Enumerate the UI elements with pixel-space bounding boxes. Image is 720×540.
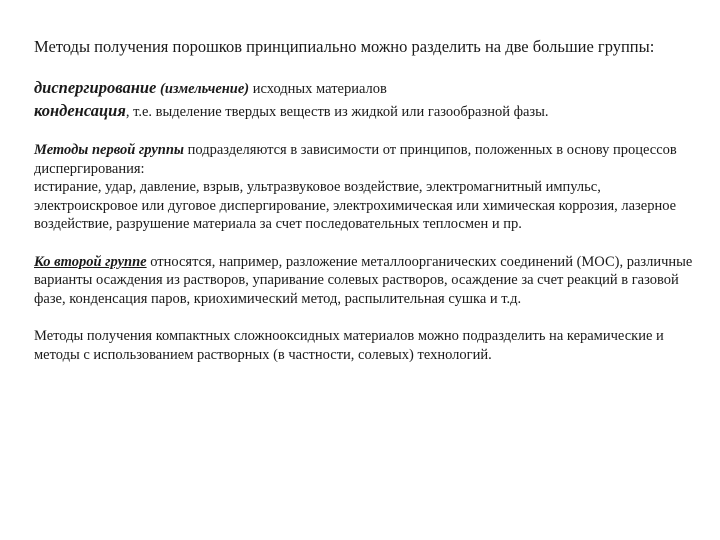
compact-materials-text: Методы получения компактных сложнооксидных материалов можно подразделить на керамические и методы с использованием растворных (в частности, солевых) технологий. — [34, 328, 664, 363]
dispersion-term: диспергирование — [34, 78, 157, 97]
second-group-text: относятся, например, разложение металлоорганических соединений (МОС), различные варианты осаждения из растворов, упаривание солевых растворов, осаждение за счет реакций в газовой фазе, конденсация паров, криохимический метод, распылительная сушка и т.д. — [34, 253, 693, 307]
first-group-intro-text: подразделяются в зависимости от принципов, положенных в основу процессов диспергирования: — [34, 142, 677, 177]
dispersion-text: исходных материалов — [249, 81, 387, 97]
first-group-term: Методы первой группы — [34, 142, 184, 158]
first-group-methods-text: истирание, удар, давление, взрыв, ультразвуковое воздействие, электромагнитный импульс, электроискровое или дуговое диспергирование, электрохимическая или химическая коррозия, лазерное воздействие, разрушение материала за счет последовательных теплосмен и пр. — [34, 179, 677, 232]
definition-dispersion — [34, 77, 694, 100]
first-group-paragraph — [34, 141, 694, 234]
definition-condensation — [34, 100, 694, 123]
compact-materials-paragraph — [34, 327, 694, 364]
condensation-text: , т.е. выделение твердых веществ из жидкой или газообразной фазы. — [125, 104, 549, 120]
definitions-block — [34, 77, 694, 123]
slide-content — [34, 36, 694, 383]
second-group-term: Ко второй группе — [34, 253, 147, 270]
intro-paragraph — [34, 36, 694, 57]
intro-text: Методы получения порошков принципиально можно разделить на две большие группы: — [34, 37, 655, 56]
second-group-paragraph — [34, 253, 694, 309]
dispersion-subterm: (измельчение) — [156, 81, 250, 97]
condensation-term: конденсация — [34, 101, 126, 120]
